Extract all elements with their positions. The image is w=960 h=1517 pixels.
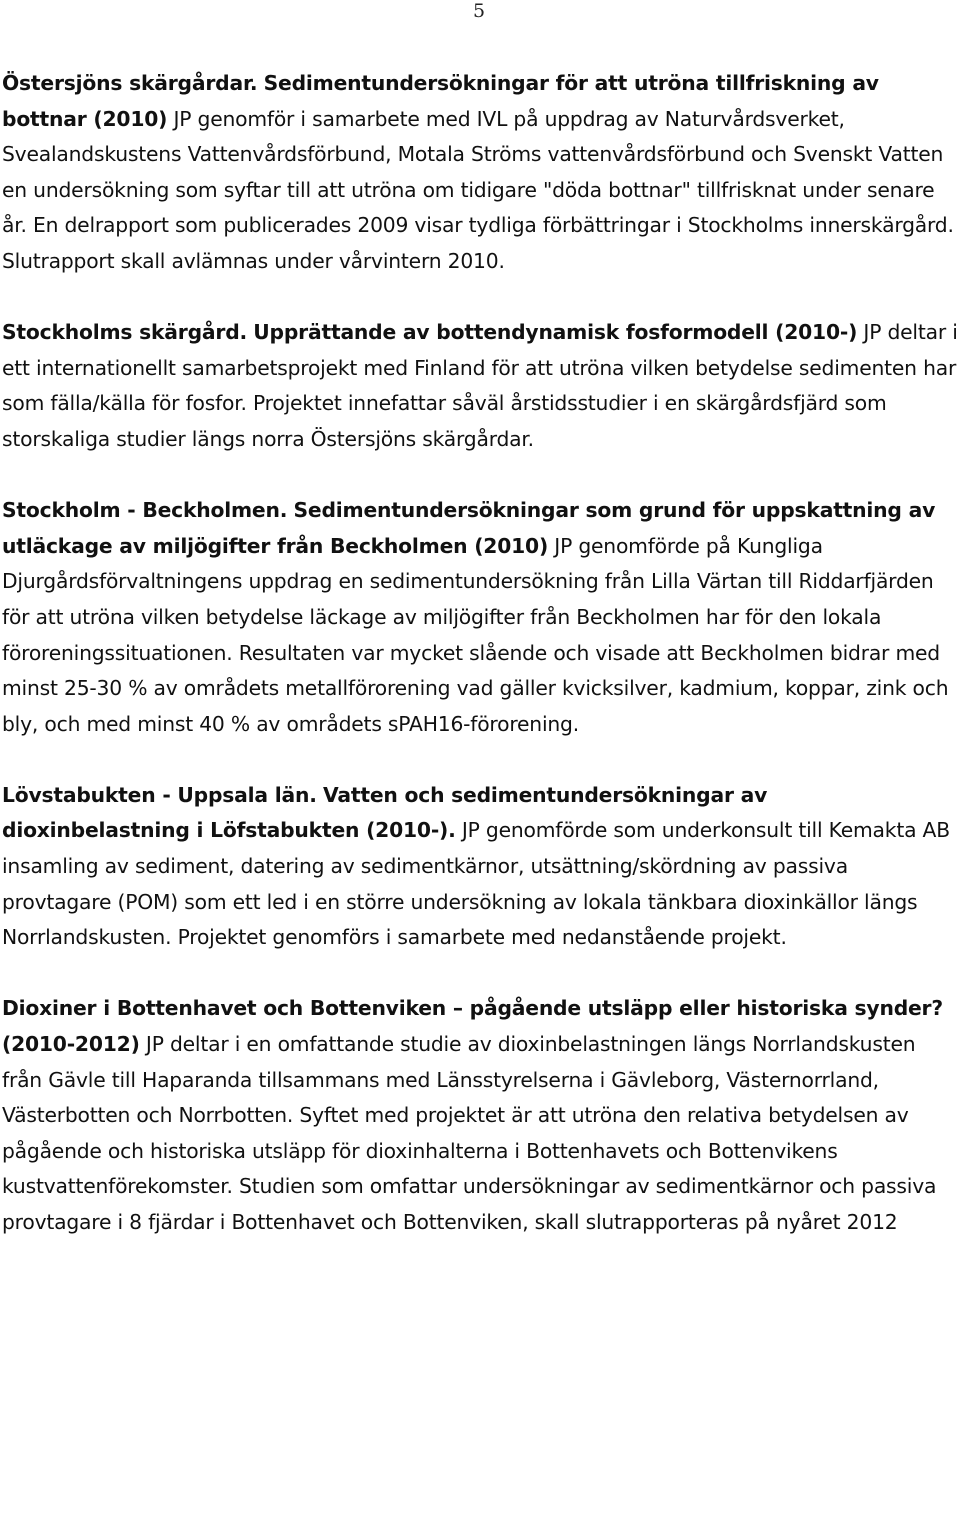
- section-heading-place: Dioxiner i Bottenhavet och Bottenviken – pågående utsläpp eller historiska synder? (2010-2012): [2, 996, 943, 1057]
- section-heading-title: Sedimentundersökningar för att utröna tillfriskning av bottnar (2010): [2, 71, 879, 131]
- section-body: JP deltar i en omfattande studie av dioxinbelastningen längs Norrlandskusten från Gävle till Haparanda tillsammans med Länsstyrelserna i Gävleborg, Västernorrland, Västerbotten och Norrbotten. Syftet med projektet är att utröna den relativa betydelsen av pågående och historiska utsläpp för dioxinhalterna i Bottenhavets och Bottenvikens kustvattenförekomster. Studien som omfattar undersökningar av sedimentkärnor och passiva provtagare i 8 fjärdar i Bottenhavet och Bottenviken, skall slutrapporteras på nyåret 2012: [2, 1032, 937, 1234]
- section-text: [2, 778, 958, 956]
- section-heading-place: Stockholm - Beckholmen.: [2, 498, 288, 523]
- section-text: [2, 493, 958, 742]
- section-text: [2, 66, 958, 280]
- section-heading-place: Lövstabukten - Uppsala län.: [2, 782, 317, 807]
- section-heading-title: Upprättande av bottendynamisk fosformodell (2010-): [253, 320, 858, 345]
- document-body: [2, 66, 958, 1276]
- section-ostersjons-skargardar: [2, 66, 958, 280]
- section-lovstabukten: [2, 778, 958, 956]
- section-body: JP genomförde på Kungliga Djurgårdsförvaltningens uppdrag en sedimentundersökning från Lilla Värtan till Riddarfjärden för att utröna vilken betydelse läckage av miljögifter från Beckholmen har för den lokala föroreningssituationen. Resultaten var mycket slående och visade att Beckholmen bidrar med minst 25-30 % av områdets metallförorening vad gäller kvicksilver, kadmium, koppar, zink och bly, och med minst 40 % av områdets sPAH16-förorening.: [2, 533, 949, 736]
- section-body: JP deltar i ett internationellt samarbetsprojekt med Finland för att utröna vilken betydelse sedimenten har som fälla/källa för fosfor. Projektet innefattar såväl årstidsstudier i en skärgårdsfjärd som storskaliga studier längs norra Östersjöns skärgårdar.: [2, 320, 958, 451]
- section-body: JP genomför i samarbete med IVL på uppdrag av Naturvårdsverket, Svealandskustens Vattenvårdsförbund, Motala Ströms vattenvårdsförbund och Svenskt Vatten en undersökning som syftar till att utröna om tidigare "döda bottnar" tillfrisknat under senare år. En delrapport som publicerades 2009 visar tydliga förbättringar i Stockholms innerskärgård. Slutrapport skall avlämnas under vårvintern 2010.: [2, 106, 954, 273]
- section-heading-title: Vatten och sedimentundersökningar av dioxinbelastning i Löfstabukten (2010-).: [2, 782, 768, 843]
- section-beckholmen: [2, 493, 958, 742]
- section-stockholms-skargard: [2, 315, 958, 457]
- section-dioxiner: [2, 991, 958, 1240]
- section-heading-place: Stockholms skärgård.: [2, 320, 248, 345]
- section-heading-place: Östersjöns skärgårdar.: [2, 71, 258, 95]
- section-text: [2, 315, 958, 457]
- section-text: [2, 991, 958, 1240]
- section-body: JP genomförde som underkonsult till Kemakta AB insamling av sediment, datering av sedimentkärnor, utsättning/skördning av passiva provtagare (POM) som ett led i en större undersökning av lokala tänkbara dioxinkällor längs Norrlandskusten. Projektet genomförs i samarbete med nedanstående projekt.: [2, 818, 950, 950]
- page-number: 5: [473, 0, 486, 22]
- section-heading-title: Sedimentundersökningar som grund för uppskattning av utläckage av miljögifter från Beckholmen (2010): [2, 498, 936, 558]
